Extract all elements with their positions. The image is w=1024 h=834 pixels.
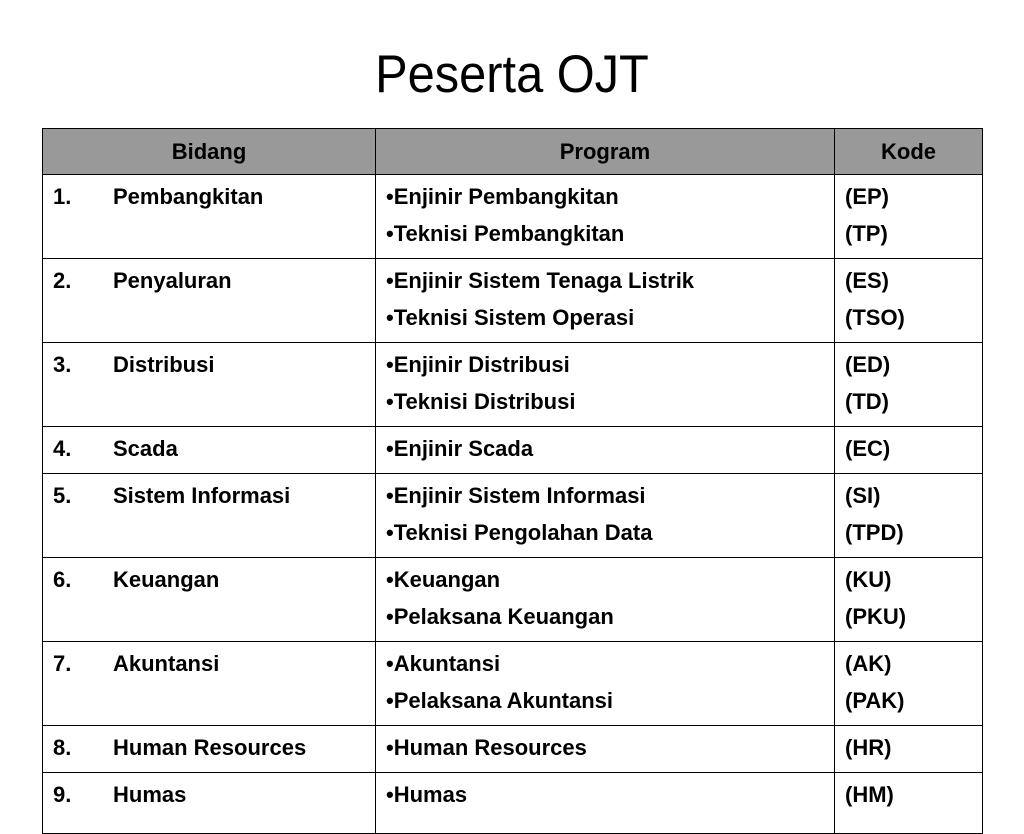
row-number: 3. (53, 352, 72, 377)
bidang-name: Humas (113, 782, 187, 807)
program-item: •Pelaksana Keuangan (386, 604, 614, 629)
table-row (43, 773, 983, 834)
bidang-cell (43, 558, 376, 642)
program-item: •Teknisi Sistem Operasi (386, 305, 635, 330)
kode-item: (TPD) (845, 520, 904, 545)
kode-cell (835, 427, 983, 474)
kode-cell (835, 642, 983, 726)
program-cell (376, 773, 835, 834)
program-cell (376, 259, 835, 343)
kode-item: (TP) (845, 221, 888, 246)
table-row (43, 474, 983, 558)
program-item: •Enjinir Pembangkitan (386, 184, 619, 209)
row-number: 1. (53, 184, 72, 209)
program-cell (376, 427, 835, 474)
program-cell (376, 175, 835, 259)
kode-item: (EC) (845, 436, 891, 461)
row-number: 2. (53, 268, 72, 293)
bidang-cell (43, 259, 376, 343)
kode-item: (AK) (845, 651, 892, 676)
program-item: •Keuangan (386, 567, 501, 592)
kode-item: (TSO) (845, 305, 905, 330)
program-item: •Akuntansi (386, 651, 501, 676)
row-number: 6. (53, 567, 72, 592)
kode-cell (835, 773, 983, 834)
kode-item: (HM) (845, 782, 894, 807)
program-item: •Pelaksana Akuntansi (386, 688, 613, 713)
kode-item: (EP) (845, 184, 889, 209)
bidang-name: Scada (113, 436, 178, 461)
bidang-cell (43, 175, 376, 259)
program-item: •Enjinir Scada (386, 436, 534, 461)
row-number: 5. (53, 483, 72, 508)
kode-cell (835, 343, 983, 427)
program-cell (376, 558, 835, 642)
kode-item: (TD) (845, 389, 889, 414)
bidang-cell (43, 642, 376, 726)
program-cell (376, 642, 835, 726)
bidang-name: Distribusi (113, 352, 215, 377)
table-row (43, 642, 983, 726)
program-cell (376, 726, 835, 773)
table-header-row (43, 129, 983, 175)
bidang-name: Pembangkitan (113, 184, 264, 209)
slide-title: Peserta OJT (375, 45, 649, 104)
table-row (43, 558, 983, 642)
bidang-name: Akuntansi (113, 651, 220, 676)
table-row (43, 175, 983, 259)
program-item: •Humas (386, 782, 468, 807)
bidang-cell (43, 474, 376, 558)
table-row (43, 726, 983, 773)
kode-cell (835, 558, 983, 642)
bidang-name: Sistem Informasi (113, 483, 291, 508)
program-item: •Teknisi Distribusi (386, 389, 576, 414)
header-program: Program (376, 129, 835, 175)
header-bidang: Bidang (43, 129, 376, 175)
kode-item: (ED) (845, 352, 891, 377)
kode-cell (835, 259, 983, 343)
kode-item: (ES) (845, 268, 889, 293)
kode-item: (SI) (845, 483, 881, 508)
ojt-table (42, 128, 983, 834)
bidang-cell (43, 343, 376, 427)
program-cell (376, 343, 835, 427)
program-item: •Enjinir Sistem Informasi (386, 483, 646, 508)
kode-item: (PKU) (845, 604, 907, 629)
header-kode: Kode (835, 129, 983, 175)
row-number: 4. (53, 436, 72, 461)
bidang-name: Keuangan (113, 567, 220, 592)
kode-item: (KU) (845, 567, 892, 592)
program-item: •Enjinir Distribusi (386, 352, 570, 377)
kode-cell (835, 175, 983, 259)
program-item: •Teknisi Pengolahan Data (386, 520, 653, 545)
program-item: •Teknisi Pembangkitan (386, 221, 625, 246)
table-row (43, 259, 983, 343)
kode-item: (PAK) (845, 688, 905, 713)
table-row (43, 343, 983, 427)
bidang-cell (43, 773, 376, 834)
bidang-name: Human Resources (113, 735, 307, 760)
bidang-name: Penyaluran (113, 268, 232, 293)
program-item: •Human Resources (386, 735, 587, 760)
bidang-cell (43, 726, 376, 773)
bidang-cell (43, 427, 376, 474)
program-item: •Enjinir Sistem Tenaga Listrik (386, 268, 695, 293)
table-row (43, 427, 983, 474)
row-number: 8. (53, 735, 72, 760)
kode-cell (835, 726, 983, 773)
kode-cell (835, 474, 983, 558)
row-number: 9. (53, 782, 72, 807)
kode-item: (HR) (845, 735, 892, 760)
program-cell (376, 474, 835, 558)
row-number: 7. (53, 651, 72, 676)
